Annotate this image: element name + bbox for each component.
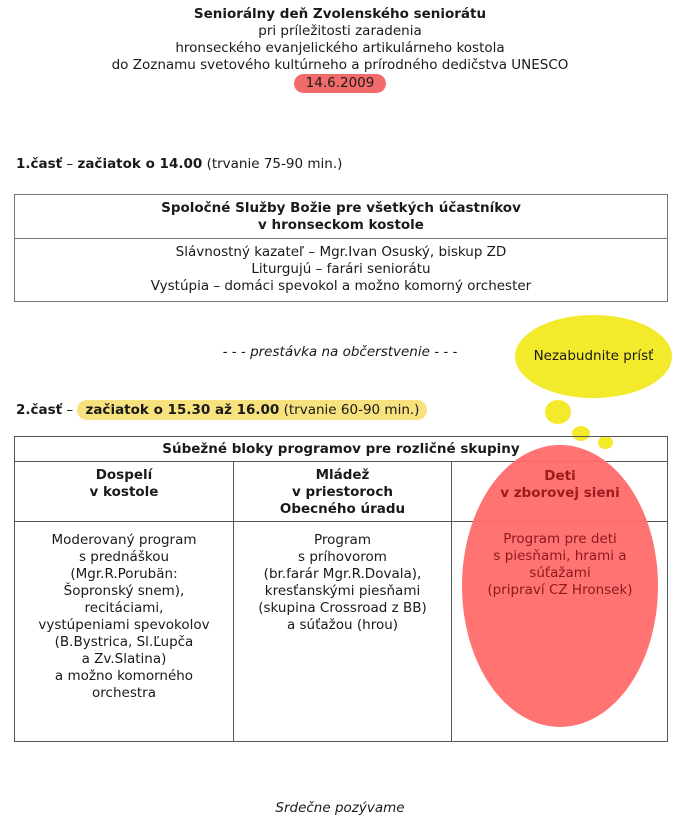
part2-highlight	[77, 400, 427, 420]
adults-header-line: v kostole	[89, 484, 159, 500]
service-title-line-2: v hronseckom kostole	[258, 217, 424, 233]
part1-heading: 1.časť – začiatok o 14.00 (trvanie 75-90 min.)	[16, 156, 343, 172]
service-title	[15, 195, 667, 239]
children-header-line: v zborovej sieni	[500, 485, 620, 501]
youth-header	[234, 462, 452, 522]
thought-bubble: Nezabudnite prísť	[515, 315, 672, 398]
bubble-dot-large	[545, 400, 571, 424]
youth-header-line: v priestoroch	[292, 484, 393, 500]
youth-header-line: Obecného úradu	[279, 501, 406, 517]
children-program-line: (pripraví CZ Hronsek)	[487, 582, 633, 598]
youth-program-line: (skupina Crossroad z BB)	[258, 600, 427, 616]
header-title: Seniorálny deň Zvolenského seniorátu	[193, 6, 487, 22]
youth-program	[234, 522, 452, 742]
adults-header	[15, 462, 234, 522]
youth-program-line: (br.farár Mgr.R.Dovala),	[263, 566, 422, 582]
children-program-line: Program pre deti	[503, 531, 617, 547]
part1-label: 1.časť	[16, 156, 63, 172]
closing-invitation: Srdečne pozývame	[275, 800, 405, 816]
blocks-title: Súbežné bloky programov pre rozličné skupiny	[15, 437, 667, 462]
children-program-line: s piesňami, hrami a	[493, 548, 627, 564]
adults-program-line: a možno komorného	[54, 668, 194, 684]
children-header	[462, 468, 658, 502]
youth-program-line: Program	[314, 532, 371, 548]
invitation-header	[0, 6, 680, 93]
youth-program-line: s príhovorom	[298, 549, 387, 565]
adults-program-line: Šopronský snem),	[63, 583, 185, 599]
adults-program-line: recitáciami,	[84, 600, 164, 616]
service-box	[14, 194, 668, 302]
adults-program	[15, 522, 234, 742]
adults-program-line: s prednáškou	[78, 549, 170, 565]
pause-note: - - - prestávka na občerstvenie - - -	[222, 344, 458, 360]
youth-program-line: kresťanskými piesňami	[264, 583, 421, 599]
header-line-2: pri príležitosti zaradenia	[258, 23, 422, 39]
adults-program-line: a Zv.Slatina)	[81, 651, 167, 667]
header-line-3: hronseckého evanjelického artikulárneho kostola	[175, 40, 505, 56]
service-details	[15, 239, 667, 295]
part1-start: začiatok o 14.00	[77, 156, 203, 172]
service-title-line-1: Spoločné Služby Božie pre všetkých účastníkov	[161, 200, 521, 216]
service-preacher: Slávnostný kazateľ – Mgr.Ivan Osuský, biskup ZD	[175, 244, 507, 260]
part2-heading: 2.časť – začiatok o 15.30 až 16.00 (trvanie 60-90 min.)	[16, 400, 427, 420]
adults-header-line: Dospelí	[95, 467, 153, 483]
adults-program-line: orchestra	[92, 685, 156, 701]
adults-program-line: (Mgr.R.Porubän:	[70, 566, 178, 582]
adults-program-line: vystúpeniami spevokolov	[38, 617, 210, 633]
children-program	[462, 531, 658, 599]
youth-program-line: a súťažou (hrou)	[286, 617, 399, 633]
event-date: 14.6.2009	[294, 74, 387, 93]
adults-program-line: Moderovaný program	[51, 532, 197, 548]
part2-label: 2.časť	[16, 402, 63, 418]
part2-start: začiatok o 15.30 až 16.00	[85, 402, 280, 418]
service-performers: Vystúpia – domáci spevokol a možno komorný orchester	[150, 278, 532, 294]
header-line-4: do Zoznamu svetového kultúrneho a prírodného dedičstva UNESCO	[111, 57, 569, 73]
children-program-line: súťažami	[529, 565, 591, 581]
service-liturgy: Liturgujú – farári seniorátu	[251, 261, 431, 277]
adults-program-line: (B.Bystrica, Sl.Ľupča	[54, 634, 194, 650]
children-header-line: Deti	[544, 468, 576, 484]
youth-header-line: Mládež	[315, 467, 370, 483]
part1-duration: (trvanie 75-90 min.)	[206, 156, 343, 172]
part2-duration: (trvanie 60-90 min.)	[283, 402, 420, 418]
